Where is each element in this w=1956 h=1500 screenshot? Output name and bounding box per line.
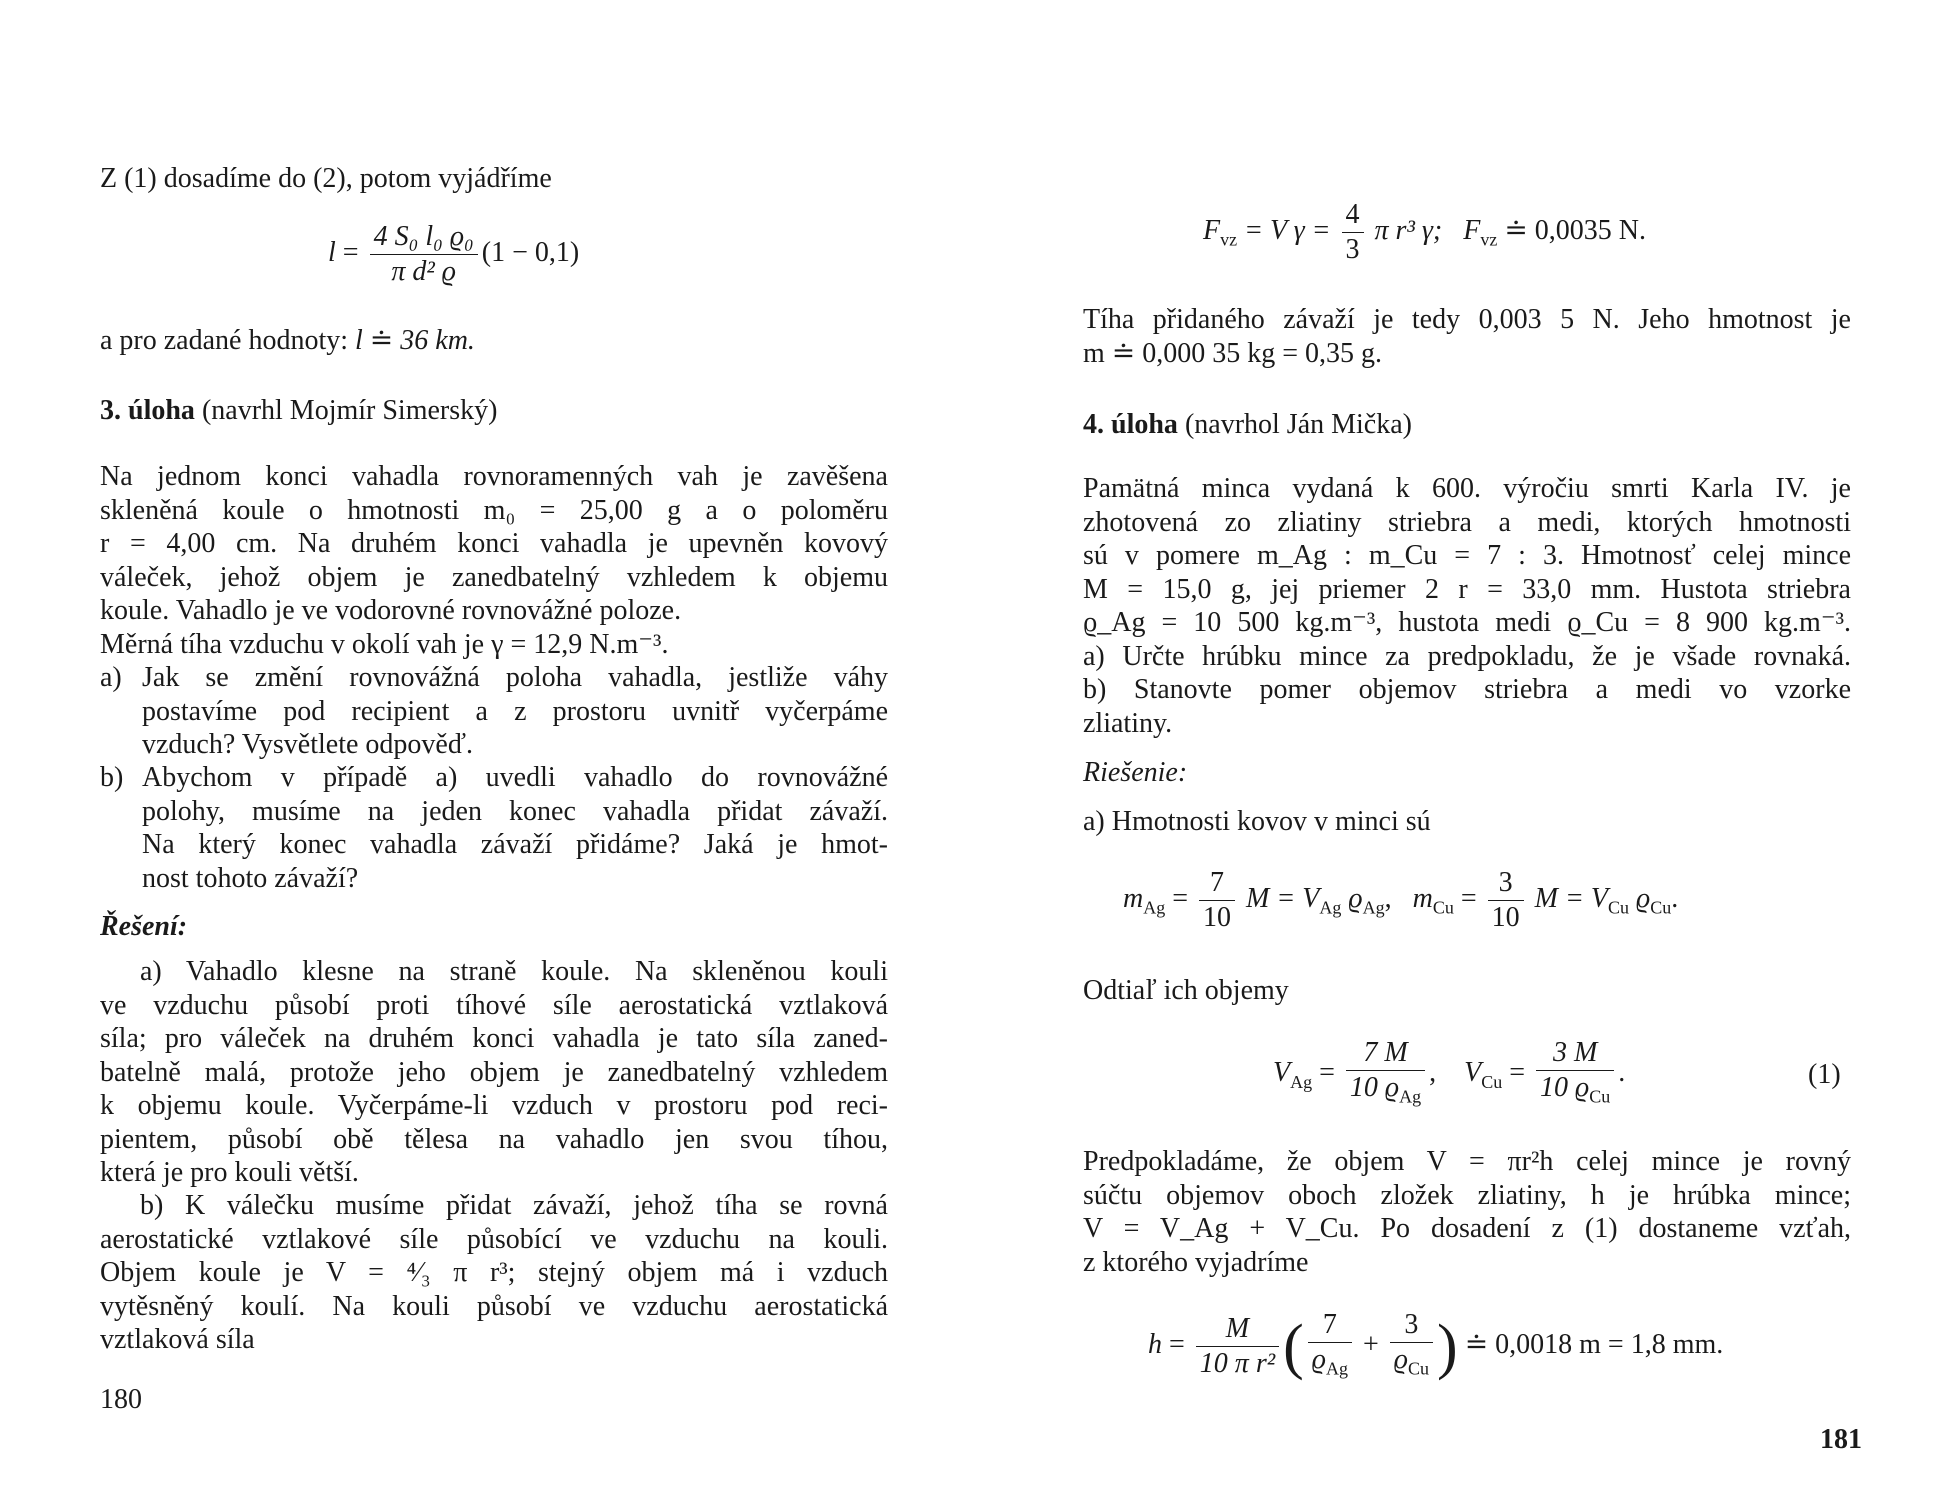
question-b: b) Abychom v případě a) uvedli vahadlo do rovnovážné polohy, musíme na jeden konec vahadla přidat závaží. Na který konec vahadla závaží přidáme? Jaká je hmot- nost tohoto závaží? (100, 762, 888, 894)
equation-masses: $m_{Ag}$ = $\frac{7}{10}$ $M = V_{Ag}$ $ϱ_{Ag}$, $m_{Cu}$ = $\frac{3}{10}$ $M = V_{Cu}$ $ϱ_{Cu}$. (1123, 867, 1679, 933)
task4-author: (navrhol Ján Mička) (1184, 409, 1412, 440)
task3-heading (100, 394, 497, 428)
page-number: 180 (100, 1384, 142, 1415)
task4-label: 4. úloha (1083, 409, 1178, 440)
paragraph-assume: Predpokladáme, že objem V = πr²h celej mince je rovný súčtu objemov oboch zložek zliatiny, h je hrúbka mince; V = V_Ag + V_Cu. Po dosadení z (1) dostaneme vzťah, z ktorého vyjadríme (1083, 1146, 1851, 1278)
eq-lhs: l (328, 236, 336, 268)
solution-label: Řešení: (100, 911, 188, 942)
paragraph-result: a pro zadané hodnoty: l ≐ 36 km. (100, 325, 475, 356)
task4-text: Pamätná minca vydaná k 600. výročiu smrti Karla IV. je zhotovená zo zliatiny striebra a medi, ktorých hmotnosti sú v pomere m_Ag : m_Cu = 7 : 3. Hmotnosť celej mince M = 15,0 g, jej priemer 2 r = 33,0 mm. Hustota striebra ϱ_Ag = 10 500 kg.m⁻³, hustota medi ϱ_Cu = 8 900 kg.m⁻³. a) Určte hrúbku mince za predpokladu, že je všade rovnaká. b) Stanovte pomer objemov striebra a medi vo vzorke zliatiny. (1083, 473, 1851, 739)
paragraph-weight: Tíha přidaného závaží je tedy 0,003 5 N. Jeho hmotnost je m ≐ 0,000 35 kg = 0,35 g. (1083, 304, 1851, 369)
solution-b: b) K válečku musíme přidat závaží, jehož tíha se rovná aerostatické vztlakové síle působící ve vzduchu na kouli. Objem koule je V = ⁴⁄₃ π r³; stejný objem má i vzduch vytěsněný koulí. Na kouli působí ve vzduchu aerostatická vztlaková síla (100, 1190, 888, 1355)
paragraph-intro: Z (1) dosadíme do (2), potom vyjádříme (100, 163, 552, 194)
equation-volumes: $V_{Ag}$ = $\frac{7 M}{10 ϱ_{Ag}}$ , $V_{Cu}$ = $\frac{3 M}{10 ϱ_{Cu}}$ . (1273, 1037, 1626, 1107)
right-page (978, 0, 1956, 1500)
question-4b: b) Stanovte pomer objemov striebra a medi vo vzorke (1083, 674, 1851, 705)
equation-fvz: $F_{vz} = V$ γ = $\frac{4}{3}$ π r³ γ; $F_{vz}$ ≐ 0,0035 N. (1203, 199, 1647, 265)
gamma-line: Měrná tíha vzduchu v okolí vah je γ = 12,9 N.m⁻³. (100, 628, 669, 660)
equation-label: (1) (1808, 1059, 1841, 1090)
page-number: 181 (1820, 1424, 1862, 1455)
solution-a: a) Vahadlo klesne na straně koule. Na skleněnou kouli ve vzduchu působí proti tíhové síle aerostatická vztlaková síla; pro váleček na druhém konci vahadla je tato síla zaned- batelně malá, protože jeho objem je zanedbatelný vzhledem k objemu koule. Vyčerpáme-li vzduch v prostoru pod reci- pientem, působí obě tělesa na vahadlo jen svou tíhou, která je pro kouli větší. (100, 956, 888, 1188)
question-4a: a) Určte hrúbku mince za predpokladu, že je všade rovnaká. (1083, 640, 1851, 672)
solution-label-sk: Riešenie: (1083, 757, 1188, 788)
solution-intro: a) Hmotnosti kovov v minci sú (1083, 806, 1431, 837)
task3-text: Na jednom konci vahadla rovnoramenných vah je zavěšena skleněná koule o hmotnosti m₀ = 25,00 g a o poloměru r = 4,00 cm. Na druhém konci vahadla je upevněn kovový váleček, jehož objem je zanedbatelný vzhledem k objemu koule. Vahadlo je ve vodorovné rovnovážné poloze. Měrná tíha vzduchu v okolí vah je γ = 12,9 N.m⁻³. (100, 461, 888, 660)
paragraph-volumes: Odtiaľ ich objemy (1083, 975, 1289, 1006)
task4-heading (1083, 408, 1412, 442)
question-a: a) Jak se změní rovnovážná poloha vahadla, jestliže váhy postavíme pod recipient a z prostoru uvnitř vyčerpáme vzduch? Vysvětlete odpověď. (100, 662, 888, 760)
equation-l: l = $\frac{\text{4 S₀ l₀ ϱ₀}}{\text{π d² ϱ}}$ (1 − 0,1) (328, 221, 580, 287)
task3-label: 3. úloha (100, 395, 195, 426)
eq-fraction: $\frac{\text{4 S₀ l₀ ϱ₀}}{\text{π d² ϱ}}$ (370, 222, 478, 287)
task3-author: (navrhl Mojmír Simerský) (201, 395, 498, 426)
equation-h: h = $\frac{M}{\text{10 π r²}}$ ( $\frac{7}{ϱ_{Ag}}$ + $\frac{3}{ϱ_{Cu}}$ ) ≐ 0,0018 m = 1,8 mm. (1148, 1309, 1724, 1381)
